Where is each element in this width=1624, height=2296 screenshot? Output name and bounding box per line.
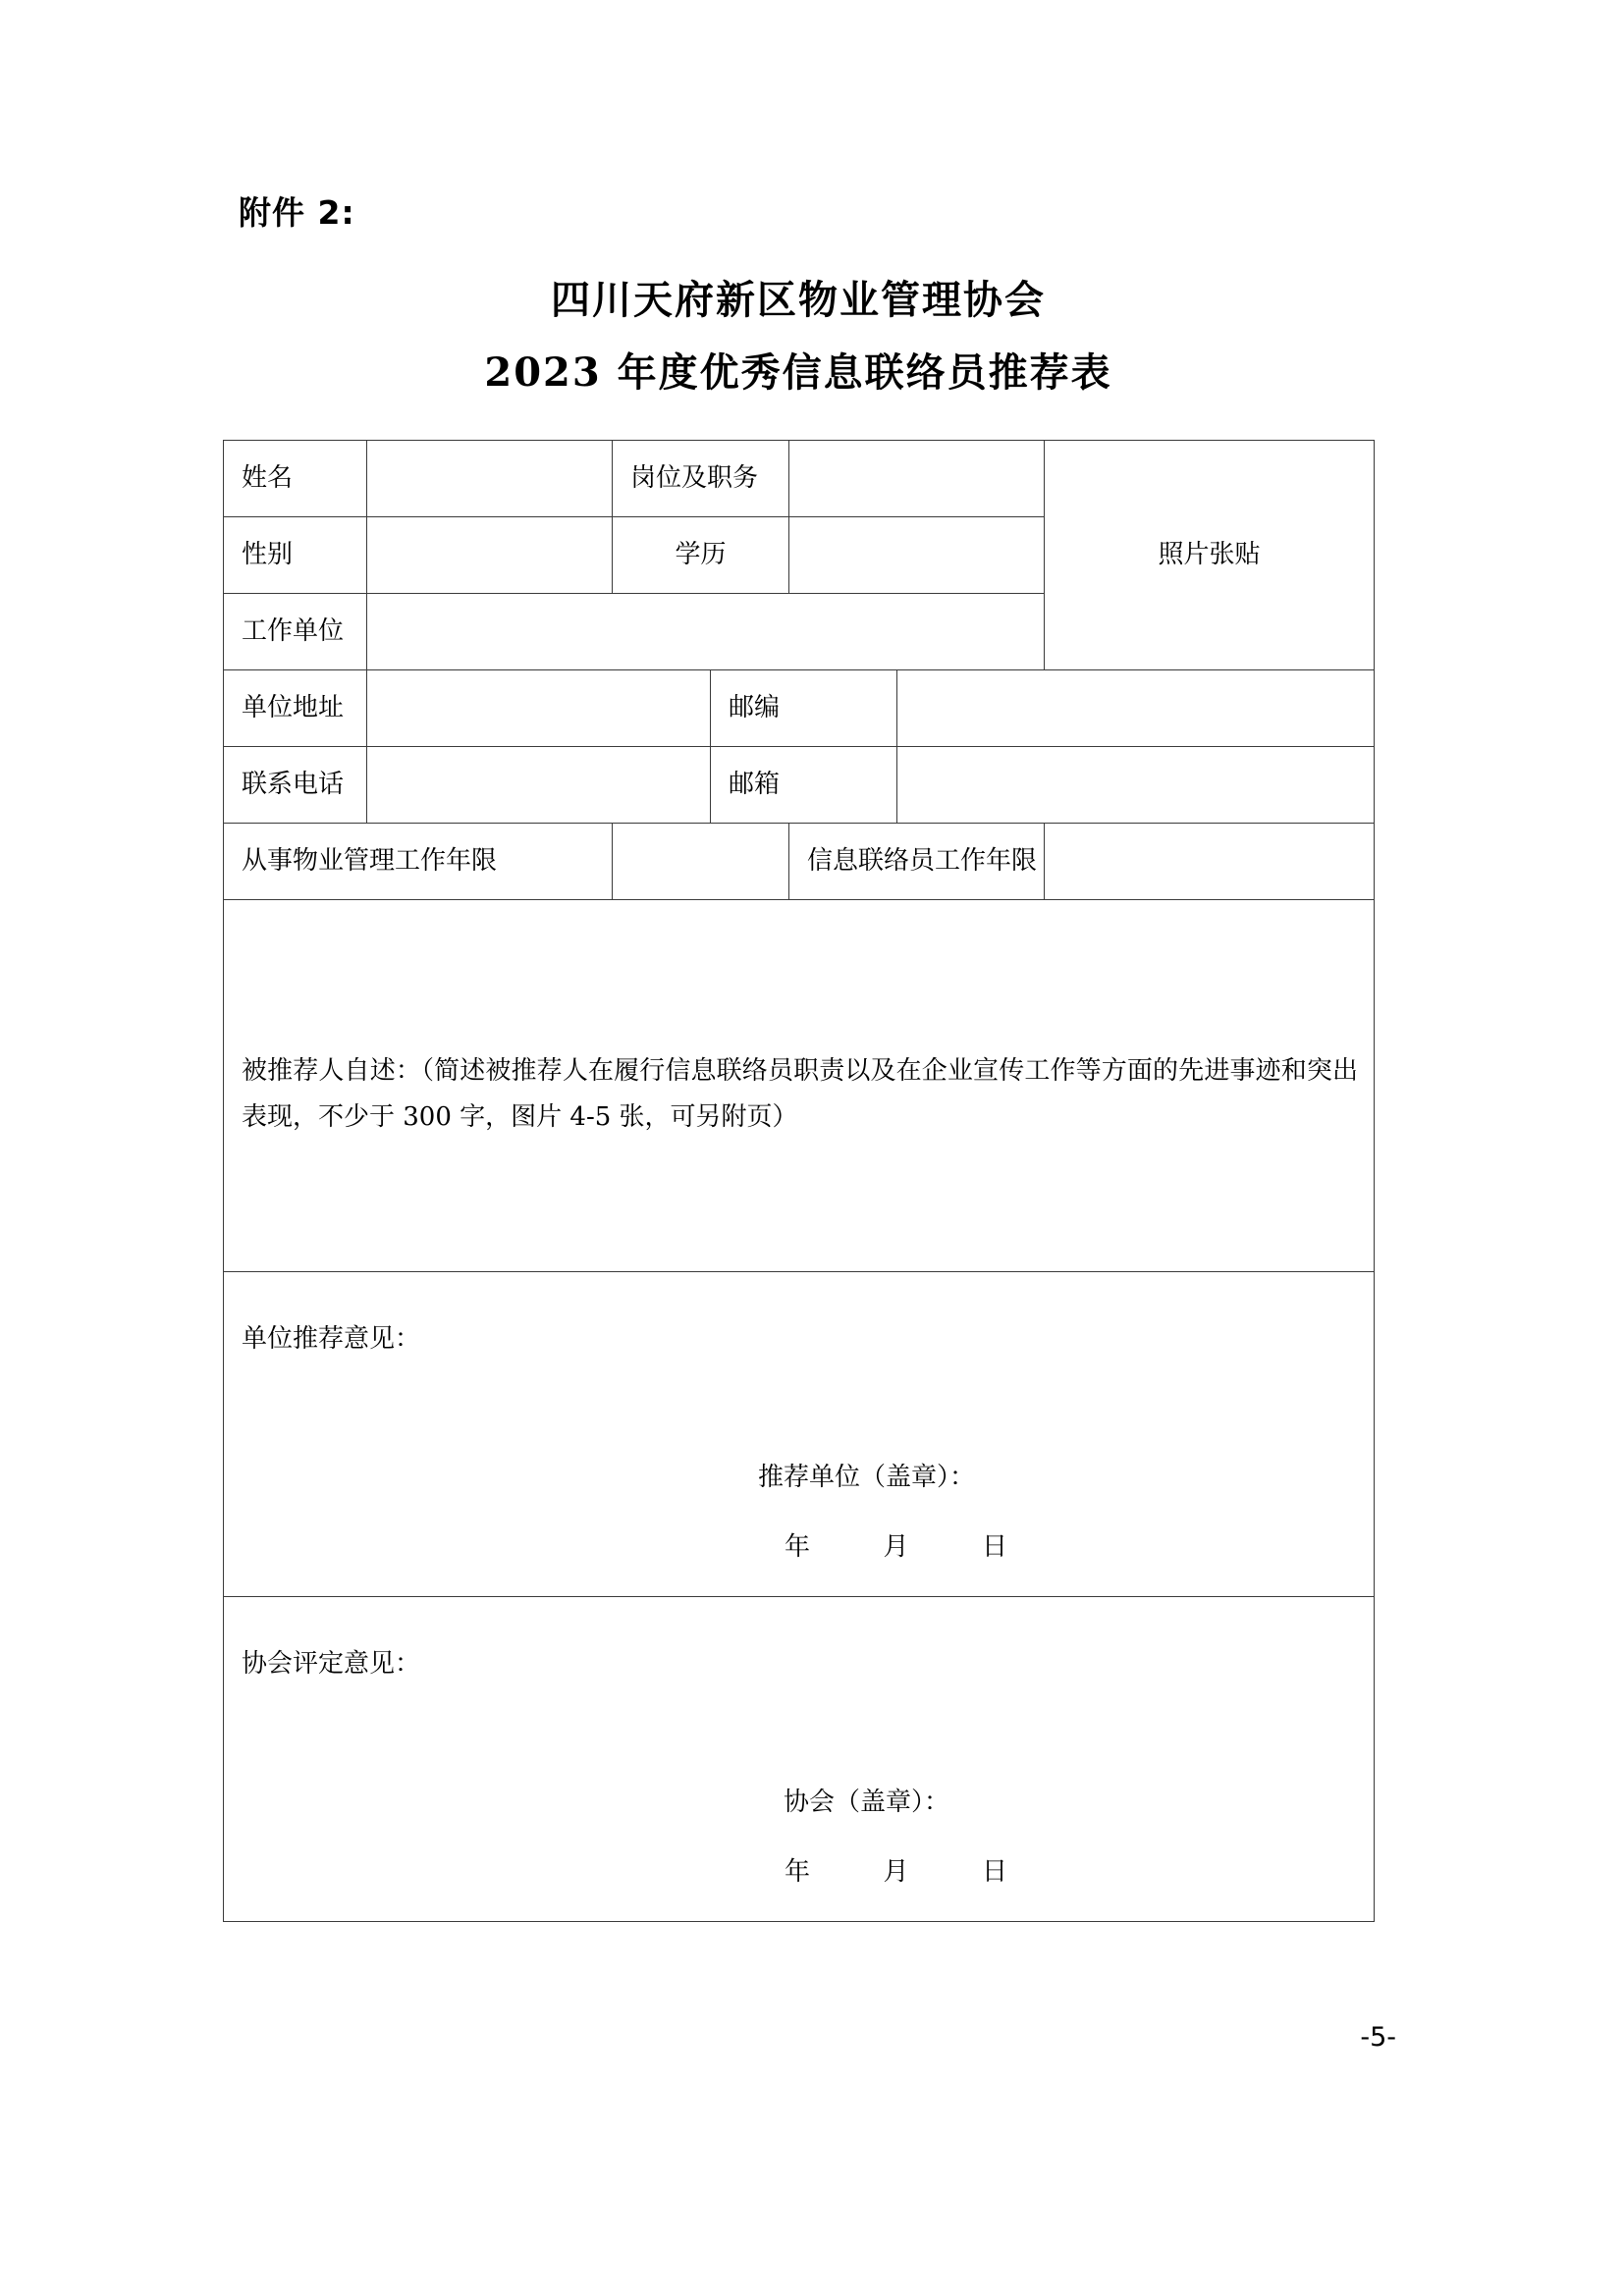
self-description-prompt: 被推荐人自述：（简述被推荐人在履行信息联络员职责以及在企业宣传工作等方面的先进事迹和突出表现，不少于 300 字，图片 4-5 张，可另附页） <box>242 1056 1359 1132</box>
association-opinion-cell[interactable] <box>224 1597 1375 1922</box>
field-label-postcode: 邮编 <box>711 670 897 747</box>
table-row-name <box>224 441 1375 517</box>
field-label-email: 邮箱 <box>711 747 897 824</box>
field-value-phone[interactable] <box>367 747 711 824</box>
field-value-postcode[interactable] <box>897 670 1375 747</box>
field-label-gender: 性别 <box>224 517 367 594</box>
unit-opinion-date-year: 年 <box>784 1532 810 1563</box>
self-description-cell[interactable] <box>224 900 1375 1272</box>
association-opinion-date-month: 月 <box>883 1857 909 1888</box>
field-label-name: 姓名 <box>224 441 367 517</box>
field-label-position: 岗位及职务 <box>613 441 789 517</box>
field-value-name[interactable] <box>367 441 613 517</box>
table-row-years <box>224 824 1375 900</box>
field-label-work-unit: 工作单位 <box>224 594 367 670</box>
field-value-liaison-years[interactable] <box>1045 824 1375 900</box>
table-row-self-description <box>224 900 1375 1272</box>
title-line-organization: 四川天府新区物业管理协会 <box>551 277 1046 323</box>
association-opinion-date-line <box>242 1854 1344 1892</box>
field-label-phone: 联系电话 <box>224 747 367 824</box>
attachment-label: 附件 2: <box>239 193 355 232</box>
page-number: -5- <box>1360 2022 1396 2053</box>
association-opinion-signature: 协会（盖章）： <box>784 1787 950 1817</box>
document-title-block <box>223 270 1374 403</box>
field-value-position[interactable] <box>789 441 1045 517</box>
table-row-address <box>224 670 1375 747</box>
field-value-education[interactable] <box>789 517 1045 594</box>
field-value-address[interactable] <box>367 670 711 747</box>
unit-opinion-cell[interactable] <box>224 1272 1375 1597</box>
unit-opinion-title: 单位推荐意见： <box>242 1324 421 1355</box>
field-value-property-years[interactable] <box>613 824 789 900</box>
field-value-work-unit[interactable] <box>367 594 1045 670</box>
unit-opinion-date-day: 日 <box>982 1532 1008 1563</box>
association-opinion-date-year: 年 <box>784 1857 810 1888</box>
field-label-address: 单位地址 <box>224 670 367 747</box>
table-row-association-opinion <box>224 1597 1375 1922</box>
table-row-phone <box>224 747 1375 824</box>
table-row-unit-opinion <box>224 1272 1375 1597</box>
unit-opinion-signature: 推荐单位（盖章）： <box>758 1462 976 1492</box>
field-label-education: 学历 <box>613 517 789 594</box>
association-opinion-date-day: 日 <box>982 1857 1008 1888</box>
field-value-gender[interactable] <box>367 517 613 594</box>
photo-placeholder-cell[interactable]: 照片张贴 <box>1045 441 1375 670</box>
title-line-form-name: 2023 年度优秀信息联络员推荐表 <box>484 349 1112 396</box>
unit-opinion-date-month: 月 <box>883 1532 909 1563</box>
field-label-property-years: 从事物业管理工作年限 <box>224 824 613 900</box>
association-opinion-title: 协会评定意见： <box>242 1649 421 1680</box>
unit-opinion-date-line <box>242 1529 1344 1567</box>
field-value-email[interactable] <box>897 747 1375 824</box>
recommendation-form-table <box>223 440 1375 1922</box>
field-label-liaison-years: 信息联络员工作年限 <box>789 824 1045 900</box>
